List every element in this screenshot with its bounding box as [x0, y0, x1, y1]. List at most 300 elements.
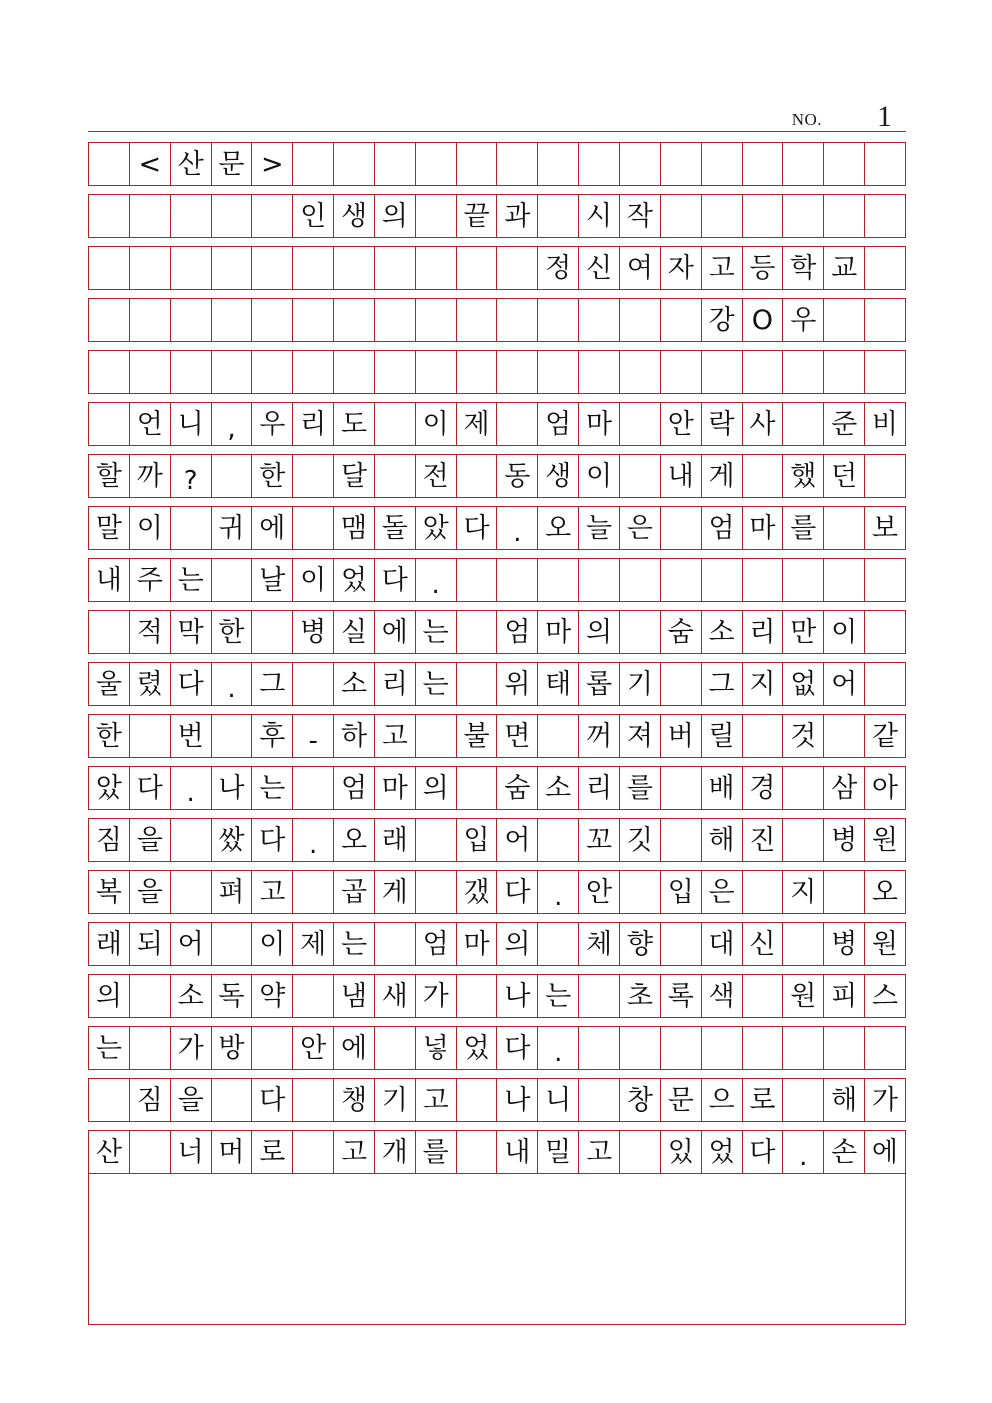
- manuscript-cell[interactable]: 짐: [89, 819, 130, 861]
- manuscript-cell[interactable]: [865, 247, 906, 289]
- manuscript-cell[interactable]: [620, 611, 661, 653]
- manuscript-cell[interactable]: [824, 507, 865, 549]
- manuscript-cell[interactable]: 울: [89, 663, 130, 705]
- manuscript-cell[interactable]: [865, 1027, 906, 1069]
- manuscript-cell[interactable]: [743, 715, 784, 757]
- manuscript-cell[interactable]: 이: [130, 507, 171, 549]
- manuscript-cell[interactable]: [416, 715, 457, 757]
- manuscript-cell[interactable]: [743, 1027, 784, 1069]
- manuscript-cell[interactable]: <: [130, 143, 171, 185]
- manuscript-cell[interactable]: [89, 195, 130, 237]
- manuscript-cell[interactable]: [293, 663, 334, 705]
- manuscript-cell[interactable]: [416, 247, 457, 289]
- manuscript-cell[interactable]: 가: [416, 975, 457, 1017]
- manuscript-cell[interactable]: 삼: [824, 767, 865, 809]
- manuscript-cell[interactable]: .: [538, 1027, 579, 1069]
- manuscript-cell[interactable]: 를: [416, 1131, 457, 1173]
- manuscript-cell[interactable]: 병: [824, 819, 865, 861]
- manuscript-cell[interactable]: [497, 143, 538, 185]
- manuscript-cell[interactable]: [416, 195, 457, 237]
- manuscript-cell[interactable]: [293, 1131, 334, 1173]
- manuscript-cell[interactable]: 엄: [416, 923, 457, 965]
- manuscript-cell[interactable]: 래: [89, 923, 130, 965]
- manuscript-cell[interactable]: 보: [865, 507, 906, 549]
- manuscript-cell[interactable]: [824, 715, 865, 757]
- manuscript-cell[interactable]: .: [171, 767, 212, 809]
- manuscript-cell[interactable]: [375, 455, 416, 497]
- manuscript-cell[interactable]: [212, 247, 253, 289]
- manuscript-cell[interactable]: 문: [661, 1079, 702, 1121]
- manuscript-cell[interactable]: 교: [824, 247, 865, 289]
- manuscript-cell[interactable]: [620, 351, 661, 393]
- manuscript-cell[interactable]: [171, 247, 212, 289]
- manuscript-cell[interactable]: 로: [252, 1131, 293, 1173]
- manuscript-cell[interactable]: 고: [416, 1079, 457, 1121]
- manuscript-cell[interactable]: 태: [538, 663, 579, 705]
- manuscript-cell[interactable]: 는: [89, 1027, 130, 1069]
- manuscript-cell[interactable]: [824, 351, 865, 393]
- manuscript-cell[interactable]: 생: [334, 195, 375, 237]
- manuscript-cell[interactable]: [252, 1027, 293, 1069]
- manuscript-cell[interactable]: 생: [538, 455, 579, 497]
- manuscript-cell[interactable]: [824, 195, 865, 237]
- manuscript-cell[interactable]: 한: [89, 715, 130, 757]
- manuscript-cell[interactable]: 다: [252, 1079, 293, 1121]
- manuscript-cell[interactable]: [375, 299, 416, 341]
- manuscript-cell[interactable]: 고: [702, 247, 743, 289]
- manuscript-cell[interactable]: 오: [538, 507, 579, 549]
- manuscript-cell[interactable]: [252, 195, 293, 237]
- manuscript-cell[interactable]: 체: [579, 923, 620, 965]
- manuscript-cell[interactable]: [293, 351, 334, 393]
- manuscript-cell[interactable]: [661, 663, 702, 705]
- manuscript-cell[interactable]: 머: [212, 1131, 253, 1173]
- manuscript-cell[interactable]: 게: [702, 455, 743, 497]
- manuscript-cell[interactable]: 자: [661, 247, 702, 289]
- manuscript-cell[interactable]: [824, 1027, 865, 1069]
- manuscript-cell[interactable]: 리: [579, 767, 620, 809]
- manuscript-cell[interactable]: [865, 195, 906, 237]
- manuscript-cell[interactable]: 초: [620, 975, 661, 1017]
- manuscript-cell[interactable]: 에: [334, 1027, 375, 1069]
- manuscript-cell[interactable]: [89, 247, 130, 289]
- manuscript-cell[interactable]: 짐: [130, 1079, 171, 1121]
- manuscript-cell[interactable]: [457, 559, 498, 601]
- manuscript-cell[interactable]: [416, 143, 457, 185]
- manuscript-cell[interactable]: [293, 247, 334, 289]
- manuscript-cell[interactable]: [375, 923, 416, 965]
- manuscript-cell[interactable]: 마: [579, 403, 620, 445]
- manuscript-cell[interactable]: [538, 559, 579, 601]
- manuscript-cell[interactable]: 오: [865, 871, 906, 913]
- manuscript-cell[interactable]: [661, 559, 702, 601]
- manuscript-cell[interactable]: [130, 975, 171, 1017]
- manuscript-cell[interactable]: [743, 871, 784, 913]
- manuscript-cell[interactable]: 었: [457, 1027, 498, 1069]
- manuscript-cell[interactable]: 실: [334, 611, 375, 653]
- manuscript-cell[interactable]: [293, 767, 334, 809]
- manuscript-cell[interactable]: 방: [212, 1027, 253, 1069]
- manuscript-cell[interactable]: [743, 455, 784, 497]
- manuscript-cell[interactable]: 는: [334, 923, 375, 965]
- manuscript-cell[interactable]: 었: [702, 1131, 743, 1173]
- manuscript-cell[interactable]: [620, 299, 661, 341]
- manuscript-cell[interactable]: 창: [620, 1079, 661, 1121]
- manuscript-cell[interactable]: 안: [579, 871, 620, 913]
- manuscript-cell[interactable]: 리: [293, 403, 334, 445]
- manuscript-cell[interactable]: 같: [865, 715, 906, 757]
- manuscript-cell[interactable]: 로: [743, 1079, 784, 1121]
- manuscript-cell[interactable]: 문: [212, 143, 253, 185]
- manuscript-cell[interactable]: 너: [171, 1131, 212, 1173]
- manuscript-cell[interactable]: 이: [579, 455, 620, 497]
- manuscript-cell[interactable]: [865, 455, 906, 497]
- manuscript-cell[interactable]: 의: [579, 611, 620, 653]
- manuscript-cell[interactable]: 의: [375, 195, 416, 237]
- manuscript-cell[interactable]: 그: [702, 663, 743, 705]
- manuscript-cell[interactable]: 나: [497, 1079, 538, 1121]
- manuscript-cell[interactable]: [824, 871, 865, 913]
- manuscript-cell[interactable]: [130, 299, 171, 341]
- manuscript-cell[interactable]: 학: [783, 247, 824, 289]
- manuscript-cell[interactable]: 제: [293, 923, 334, 965]
- manuscript-cell[interactable]: [334, 143, 375, 185]
- manuscript-cell[interactable]: 없: [783, 663, 824, 705]
- manuscript-cell[interactable]: 약: [252, 975, 293, 1017]
- manuscript-cell[interactable]: [702, 195, 743, 237]
- manuscript-cell[interactable]: 피: [824, 975, 865, 1017]
- manuscript-cell[interactable]: 막: [171, 611, 212, 653]
- manuscript-cell[interactable]: [783, 1027, 824, 1069]
- manuscript-cell[interactable]: 다: [252, 819, 293, 861]
- manuscript-cell[interactable]: .: [538, 871, 579, 913]
- manuscript-cell[interactable]: 도: [334, 403, 375, 445]
- manuscript-cell[interactable]: [212, 715, 253, 757]
- manuscript-cell[interactable]: 복: [89, 871, 130, 913]
- manuscript-cell[interactable]: 시: [579, 195, 620, 237]
- manuscript-cell[interactable]: 고: [334, 1131, 375, 1173]
- manuscript-cell[interactable]: 소: [171, 975, 212, 1017]
- manuscript-cell[interactable]: [824, 559, 865, 601]
- manuscript-cell[interactable]: 나: [212, 767, 253, 809]
- manuscript-cell[interactable]: 번: [171, 715, 212, 757]
- manuscript-cell[interactable]: 끝: [457, 195, 498, 237]
- manuscript-cell[interactable]: [171, 871, 212, 913]
- manuscript-cell[interactable]: [661, 351, 702, 393]
- manuscript-cell[interactable]: O: [743, 299, 784, 341]
- manuscript-cell[interactable]: [457, 143, 498, 185]
- manuscript-cell[interactable]: 내: [89, 559, 130, 601]
- manuscript-cell[interactable]: [457, 767, 498, 809]
- manuscript-cell[interactable]: [375, 247, 416, 289]
- manuscript-cell[interactable]: [865, 559, 906, 601]
- manuscript-cell[interactable]: 해: [702, 819, 743, 861]
- manuscript-cell[interactable]: 있: [661, 1131, 702, 1173]
- manuscript-cell[interactable]: [538, 923, 579, 965]
- manuscript-cell[interactable]: 밀: [538, 1131, 579, 1173]
- manuscript-cell[interactable]: 정: [538, 247, 579, 289]
- manuscript-cell[interactable]: [538, 299, 579, 341]
- manuscript-cell[interactable]: [620, 143, 661, 185]
- manuscript-cell[interactable]: [538, 819, 579, 861]
- manuscript-cell[interactable]: [538, 143, 579, 185]
- manuscript-cell[interactable]: 버: [661, 715, 702, 757]
- manuscript-cell[interactable]: [171, 195, 212, 237]
- manuscript-cell[interactable]: 안: [661, 403, 702, 445]
- manuscript-cell[interactable]: [293, 975, 334, 1017]
- manuscript-cell[interactable]: .: [212, 663, 253, 705]
- manuscript-cell[interactable]: [293, 143, 334, 185]
- manuscript-cell[interactable]: [497, 403, 538, 445]
- manuscript-cell[interactable]: 원: [865, 819, 906, 861]
- manuscript-cell[interactable]: 원: [865, 923, 906, 965]
- manuscript-cell[interactable]: 넣: [416, 1027, 457, 1069]
- manuscript-cell[interactable]: 한: [252, 455, 293, 497]
- manuscript-cell[interactable]: 할: [89, 455, 130, 497]
- manuscript-cell[interactable]: 스: [865, 975, 906, 1017]
- manuscript-cell[interactable]: [171, 819, 212, 861]
- manuscript-cell[interactable]: 아: [865, 767, 906, 809]
- manuscript-cell[interactable]: 소: [538, 767, 579, 809]
- manuscript-cell[interactable]: 고: [252, 871, 293, 913]
- manuscript-cell[interactable]: [743, 559, 784, 601]
- manuscript-cell[interactable]: 등: [743, 247, 784, 289]
- manuscript-cell[interactable]: [702, 351, 743, 393]
- manuscript-cell[interactable]: [620, 403, 661, 445]
- manuscript-cell[interactable]: [171, 299, 212, 341]
- manuscript-cell[interactable]: 원: [783, 975, 824, 1017]
- manuscript-cell[interactable]: [865, 663, 906, 705]
- manuscript-cell[interactable]: [416, 299, 457, 341]
- manuscript-cell[interactable]: 엄: [334, 767, 375, 809]
- manuscript-cell[interactable]: [457, 1131, 498, 1173]
- manuscript-cell[interactable]: 제: [457, 403, 498, 445]
- manuscript-cell[interactable]: [252, 351, 293, 393]
- manuscript-cell[interactable]: 을: [130, 819, 171, 861]
- manuscript-cell[interactable]: .: [497, 507, 538, 549]
- manuscript-cell[interactable]: [661, 1027, 702, 1069]
- manuscript-cell[interactable]: [783, 351, 824, 393]
- manuscript-cell[interactable]: 어: [824, 663, 865, 705]
- manuscript-cell[interactable]: 산: [171, 143, 212, 185]
- manuscript-cell[interactable]: 다: [171, 663, 212, 705]
- manuscript-cell[interactable]: 냄: [334, 975, 375, 1017]
- manuscript-cell[interactable]: 가: [171, 1027, 212, 1069]
- manuscript-cell[interactable]: [865, 351, 906, 393]
- manuscript-cell[interactable]: 되: [130, 923, 171, 965]
- manuscript-cell[interactable]: [212, 195, 253, 237]
- manuscript-cell[interactable]: [743, 195, 784, 237]
- manuscript-cell[interactable]: 는: [252, 767, 293, 809]
- manuscript-cell[interactable]: 적: [130, 611, 171, 653]
- manuscript-cell[interactable]: 것: [783, 715, 824, 757]
- manuscript-cell[interactable]: [661, 143, 702, 185]
- manuscript-cell[interactable]: [497, 351, 538, 393]
- manuscript-cell[interactable]: 오: [334, 819, 375, 861]
- manuscript-cell[interactable]: 에: [865, 1131, 906, 1173]
- manuscript-cell[interactable]: -: [293, 715, 334, 757]
- manuscript-cell[interactable]: 돌: [375, 507, 416, 549]
- manuscript-cell[interactable]: [334, 351, 375, 393]
- manuscript-cell[interactable]: [661, 195, 702, 237]
- manuscript-cell[interactable]: 은: [620, 507, 661, 549]
- manuscript-cell[interactable]: 독: [212, 975, 253, 1017]
- manuscript-cell[interactable]: 이: [824, 611, 865, 653]
- manuscript-cell[interactable]: 의: [89, 975, 130, 1017]
- manuscript-cell[interactable]: [171, 351, 212, 393]
- manuscript-cell[interactable]: [579, 299, 620, 341]
- manuscript-cell[interactable]: 달: [334, 455, 375, 497]
- manuscript-cell[interactable]: 던: [824, 455, 865, 497]
- manuscript-cell[interactable]: 맴: [334, 507, 375, 549]
- manuscript-cell[interactable]: 었: [334, 559, 375, 601]
- manuscript-cell[interactable]: 는: [416, 611, 457, 653]
- manuscript-cell[interactable]: [824, 143, 865, 185]
- manuscript-cell[interactable]: 소: [702, 611, 743, 653]
- manuscript-cell[interactable]: 래: [375, 819, 416, 861]
- manuscript-cell[interactable]: [130, 1027, 171, 1069]
- manuscript-cell[interactable]: [89, 299, 130, 341]
- manuscript-cell[interactable]: 안: [293, 1027, 334, 1069]
- manuscript-cell[interactable]: 다: [375, 559, 416, 601]
- manuscript-cell[interactable]: 대: [702, 923, 743, 965]
- manuscript-cell[interactable]: 를: [620, 767, 661, 809]
- manuscript-cell[interactable]: 기: [620, 663, 661, 705]
- manuscript-cell[interactable]: [620, 871, 661, 913]
- manuscript-cell[interactable]: [252, 611, 293, 653]
- manuscript-cell[interactable]: 이: [293, 559, 334, 601]
- manuscript-cell[interactable]: 마: [538, 611, 579, 653]
- manuscript-cell[interactable]: 한: [212, 611, 253, 653]
- manuscript-cell[interactable]: [130, 715, 171, 757]
- manuscript-cell[interactable]: 지: [743, 663, 784, 705]
- manuscript-cell[interactable]: 을: [130, 871, 171, 913]
- manuscript-cell[interactable]: 마: [457, 923, 498, 965]
- manuscript-cell[interactable]: .: [416, 559, 457, 601]
- manuscript-cell[interactable]: 니: [538, 1079, 579, 1121]
- manuscript-cell[interactable]: 져: [620, 715, 661, 757]
- manuscript-cell[interactable]: [212, 455, 253, 497]
- manuscript-cell[interactable]: 았: [89, 767, 130, 809]
- manuscript-cell[interactable]: .: [783, 1131, 824, 1173]
- manuscript-cell[interactable]: 인: [293, 195, 334, 237]
- manuscript-cell[interactable]: 펴: [212, 871, 253, 913]
- manuscript-cell[interactable]: [130, 195, 171, 237]
- manuscript-cell[interactable]: 내: [661, 455, 702, 497]
- manuscript-cell[interactable]: 입: [661, 871, 702, 913]
- manuscript-cell[interactable]: [293, 871, 334, 913]
- manuscript-cell[interactable]: 에: [375, 611, 416, 653]
- manuscript-cell[interactable]: [212, 923, 253, 965]
- manuscript-cell[interactable]: [497, 247, 538, 289]
- manuscript-cell[interactable]: 엄: [538, 403, 579, 445]
- manuscript-cell[interactable]: 날: [252, 559, 293, 601]
- manuscript-cell[interactable]: 지: [783, 871, 824, 913]
- manuscript-cell[interactable]: [293, 507, 334, 549]
- manuscript-cell[interactable]: .: [293, 819, 334, 861]
- manuscript-cell[interactable]: 귀: [212, 507, 253, 549]
- manuscript-cell[interactable]: 곱: [334, 871, 375, 913]
- manuscript-cell[interactable]: [212, 559, 253, 601]
- manuscript-cell[interactable]: 엄: [702, 507, 743, 549]
- manuscript-cell[interactable]: 우: [252, 403, 293, 445]
- manuscript-cell[interactable]: 배: [702, 767, 743, 809]
- manuscript-cell[interactable]: 소: [334, 663, 375, 705]
- manuscript-cell[interactable]: 았: [416, 507, 457, 549]
- manuscript-cell[interactable]: 경: [743, 767, 784, 809]
- manuscript-cell[interactable]: [620, 1027, 661, 1069]
- manuscript-cell[interactable]: [457, 1079, 498, 1121]
- manuscript-cell[interactable]: 는: [416, 663, 457, 705]
- manuscript-cell[interactable]: 고: [375, 715, 416, 757]
- manuscript-cell[interactable]: [783, 1079, 824, 1121]
- manuscript-cell[interactable]: [702, 559, 743, 601]
- manuscript-cell[interactable]: [130, 351, 171, 393]
- manuscript-cell[interactable]: [702, 1027, 743, 1069]
- manuscript-cell[interactable]: [865, 143, 906, 185]
- manuscript-cell[interactable]: 향: [620, 923, 661, 965]
- manuscript-cell[interactable]: [171, 507, 212, 549]
- manuscript-cell[interactable]: [497, 299, 538, 341]
- manuscript-cell[interactable]: 가: [865, 1079, 906, 1121]
- manuscript-cell[interactable]: 갰: [457, 871, 498, 913]
- manuscript-cell[interactable]: [865, 611, 906, 653]
- manuscript-cell[interactable]: [293, 455, 334, 497]
- manuscript-cell[interactable]: 색: [702, 975, 743, 1017]
- manuscript-cell[interactable]: 주: [130, 559, 171, 601]
- manuscript-cell[interactable]: [620, 455, 661, 497]
- manuscript-cell[interactable]: 다: [743, 1131, 784, 1173]
- manuscript-cell[interactable]: 고: [579, 1131, 620, 1173]
- manuscript-cell[interactable]: [743, 975, 784, 1017]
- manuscript-cell[interactable]: [375, 403, 416, 445]
- manuscript-cell[interactable]: 그: [252, 663, 293, 705]
- manuscript-cell[interactable]: [457, 663, 498, 705]
- manuscript-cell[interactable]: 니: [171, 403, 212, 445]
- manuscript-cell[interactable]: [457, 299, 498, 341]
- manuscript-cell[interactable]: 언: [130, 403, 171, 445]
- manuscript-cell[interactable]: [375, 351, 416, 393]
- manuscript-cell[interactable]: [457, 247, 498, 289]
- manuscript-cell[interactable]: [212, 299, 253, 341]
- manuscript-cell[interactable]: 리: [375, 663, 416, 705]
- manuscript-cell[interactable]: [579, 975, 620, 1017]
- manuscript-cell[interactable]: 기: [375, 1079, 416, 1121]
- manuscript-cell[interactable]: 산: [89, 1131, 130, 1173]
- manuscript-cell[interactable]: 면: [497, 715, 538, 757]
- manuscript-cell[interactable]: 위: [497, 663, 538, 705]
- manuscript-cell[interactable]: 어: [171, 923, 212, 965]
- manuscript-cell[interactable]: [497, 559, 538, 601]
- manuscript-cell[interactable]: 에: [252, 507, 293, 549]
- manuscript-cell[interactable]: 은: [702, 871, 743, 913]
- manuscript-cell[interactable]: 새: [375, 975, 416, 1017]
- manuscript-cell[interactable]: [212, 1079, 253, 1121]
- manuscript-cell[interactable]: 후: [252, 715, 293, 757]
- manuscript-cell[interactable]: [89, 611, 130, 653]
- manuscript-cell[interactable]: 락: [702, 403, 743, 445]
- manuscript-cell[interactable]: [457, 975, 498, 1017]
- manuscript-cell[interactable]: 비: [865, 403, 906, 445]
- manuscript-cell[interactable]: 으: [702, 1079, 743, 1121]
- manuscript-cell[interactable]: 까: [130, 455, 171, 497]
- manuscript-cell[interactable]: 작: [620, 195, 661, 237]
- manuscript-cell[interactable]: 어: [497, 819, 538, 861]
- manuscript-cell[interactable]: 신: [579, 247, 620, 289]
- manuscript-cell[interactable]: 깃: [620, 819, 661, 861]
- manuscript-cell[interactable]: [375, 1027, 416, 1069]
- manuscript-cell[interactable]: 개: [375, 1131, 416, 1173]
